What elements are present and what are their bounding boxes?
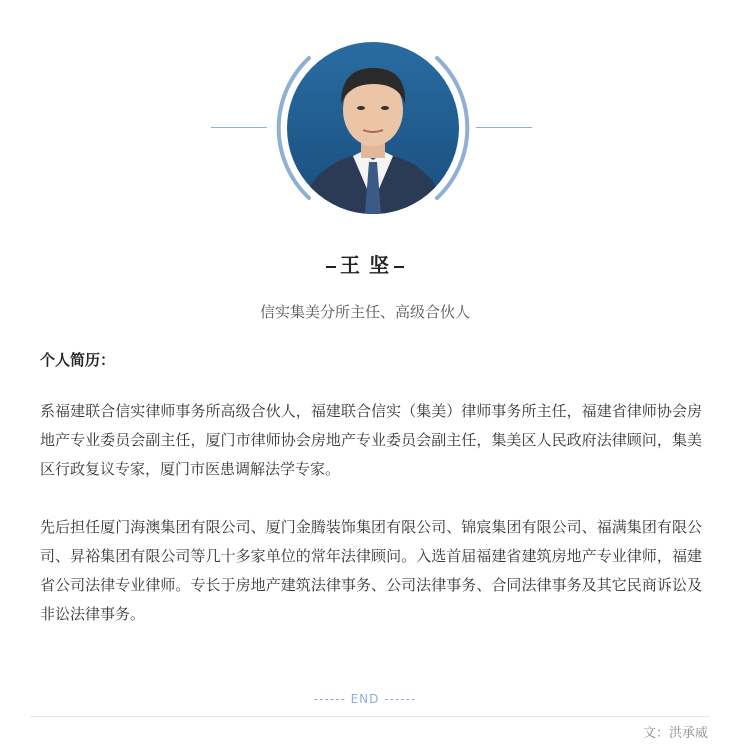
profile-header: [0, 0, 730, 240]
bio-heading: 个人简历：: [40, 351, 116, 369]
person-title: 信实集美分所主任、高级合伙人: [259, 303, 470, 321]
end-marker: ------ END ------: [313, 692, 417, 706]
right-decorative-line: [476, 127, 532, 128]
name-left-dash: [326, 266, 336, 268]
person-name: [0, 249, 730, 278]
bio-paragraph-1: 系福建联合信实律师事务所高级合伙人，福建联合信实（集美）律师事务所主任，福建省律师协会房地产专业委员会副主任，厦门市律师协会房地产专业委员会副主任，集美区人民政府法律顾问，集美区行政复议专家，厦门市医患调解法学专家。: [40, 402, 702, 478]
footer-divider: [30, 716, 710, 717]
left-decorative-line: [211, 127, 267, 128]
author-credit: 文：洪承威: [642, 726, 708, 741]
bio-paragraph-2: 先后担任厦门海澳集团有限公司、厦门金腾装饰集团有限公司、锦宸集团有限公司、福满集团有限公司、昇裕集团有限公司等几十多家单位的常年法律顾问。入选首届福建省建筑房地产专业律师，福建省公司法律专业律师。专长于房地产建筑法律事务、公司法律事务、合同法律事务及其它民商诉讼及非讼法律事务。: [40, 518, 702, 623]
portrait: [275, 28, 471, 228]
portrait-photo-icon: [275, 28, 471, 228]
person-name-text: 王 坚: [340, 253, 390, 277]
name-right-dash: [394, 266, 404, 268]
